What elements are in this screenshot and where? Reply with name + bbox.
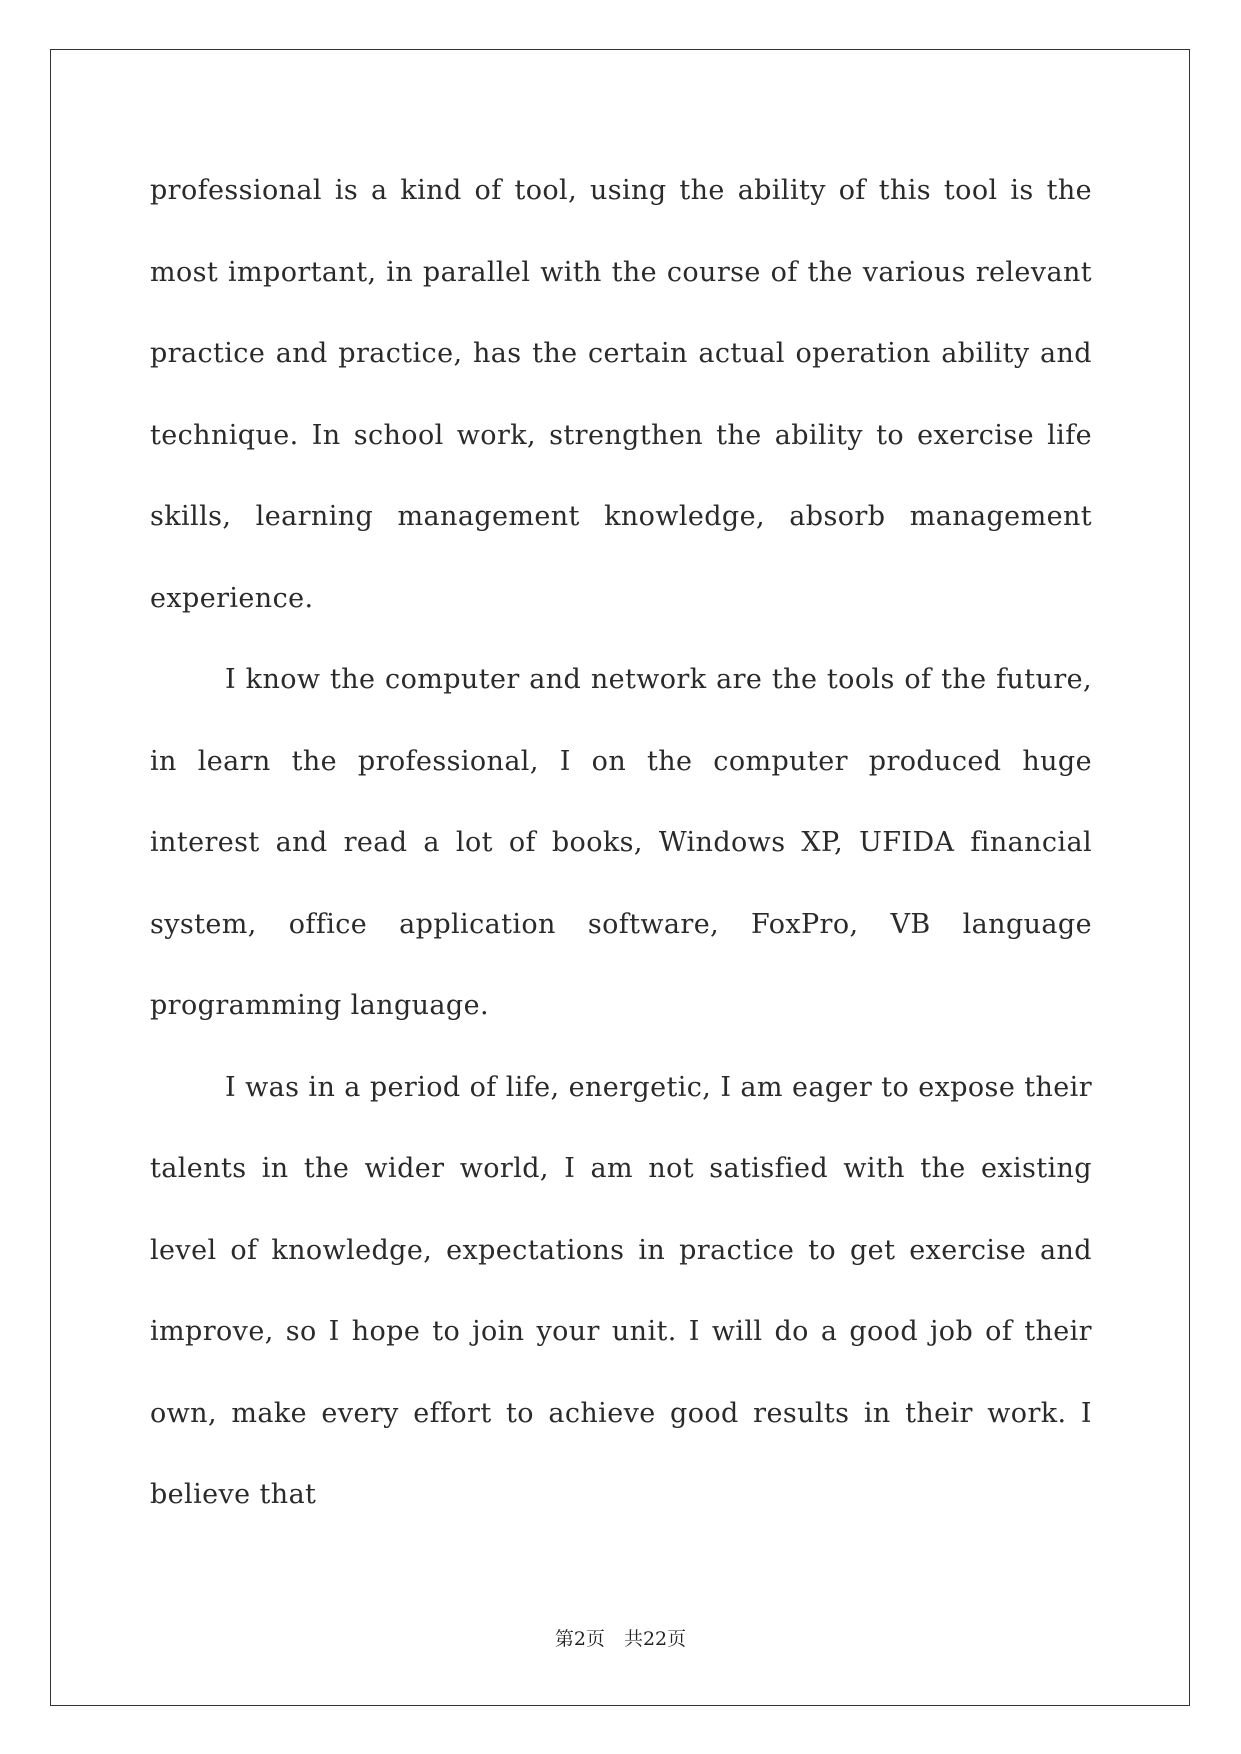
paragraph-3: I was in a period of life, energetic, I am eager to expose their talents in the wider world, I am not satisfied with the existing level of knowledge, expectations in practice to get exercise and improve, so I hope to join your unit. I will do a good job of their own, make every effort to achieve good results in their work. I believe that [150, 1071, 1092, 1510]
page-number-footer: 第2页 共22页 [554, 1628, 687, 1650]
paragraph-1: professional is a kind of tool, using the ability of this tool is the most important, in parallel with the course of the various relevant practice and practice, has the certain actual operation ability and technique. In school work, strengthen the ability to exercise life skills, learning management knowledge, absorb management experience. [150, 175, 1092, 614]
document-body [150, 150, 1092, 1536]
paragraph-2: I know the computer and network are the tools of the future, in learn the professional, I on the computer produced huge interest and read a lot of books, Windows XP, UFIDA financial system, office application software, FoxPro, VB language programming language. [150, 664, 1092, 1021]
